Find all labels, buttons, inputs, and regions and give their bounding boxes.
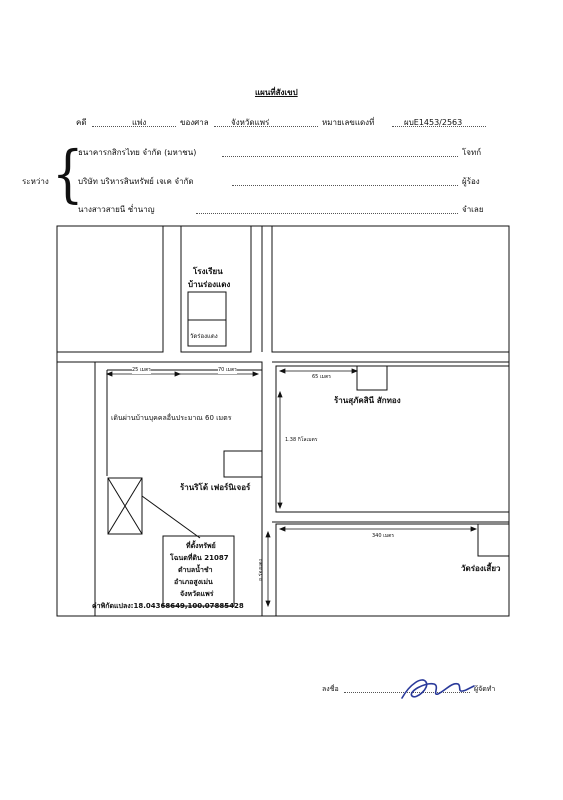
dist-340-label: 340 เมตร [372, 533, 395, 539]
pointer-line [142, 496, 200, 538]
plaintiff-name: ธนาคารกสิกรไทย จำกัด (มหาชน) [78, 148, 197, 157]
court-label: ของศาล [180, 118, 209, 127]
property-line-1: ที่ตั้งทรัพย์ [186, 542, 216, 550]
signer-role: ผู้จัดทำ [474, 685, 496, 693]
school-label-1: โรงเรียน [193, 267, 223, 276]
substitute-role: ผู้ร้อง [462, 177, 480, 186]
temple-bottom-label: วัดร่องเสี้ยว [461, 564, 501, 573]
temple-bottom-box [478, 524, 509, 556]
dist-65-label: 65 เมตร [312, 374, 331, 380]
brace-icon: { [52, 137, 84, 210]
handwritten-signature [396, 672, 476, 706]
coordinates-label: ค่าพิกัดแปลง:18.04368649,100.07885428 [92, 602, 244, 610]
sign-label: ลงชื่อ [322, 685, 339, 693]
road-label: ถ.ร่องแดง [257, 559, 264, 581]
property-line-4: อำเภอสูงเม่น [174, 578, 213, 586]
temple-top-label: วัดร่องแดง [190, 333, 218, 340]
between-label: ระหว่าง [22, 177, 49, 186]
block-top-left [57, 226, 163, 352]
plaintiff-role: โจทก์ [462, 148, 482, 157]
case-label: คดี [76, 118, 87, 127]
shop-center-label: ร้านริโด้ เฟอร์นิเจอร์ [180, 483, 251, 492]
property-line-3: ตำบลน้ำชำ [178, 566, 213, 574]
number-label: หมายเลขแดงที่ [322, 118, 375, 127]
block-top-right [272, 226, 509, 352]
walk-note: เดินผ่านบ้านบุคคลอื่นประมาณ 60 เมตร [111, 414, 232, 422]
school-box [188, 292, 226, 320]
case-type: แพ่ง [132, 118, 147, 127]
court-name: จังหวัดแพร่ [231, 118, 270, 127]
page-title: แผนที่สังเขป [255, 88, 298, 97]
school-label-2: บ้านร่องแดง [188, 280, 231, 289]
defendant-role: จำเลย [462, 205, 484, 214]
center-shop-box [224, 451, 262, 477]
shop-right-label: ร้านสุภัคสินี สักทอง [334, 396, 401, 405]
right-shop-box [357, 366, 387, 390]
dist-138-label: 1.38 กิโลเมตร [285, 437, 318, 443]
substitute-name: บริษัท บริหารสินทรัพย์ เจเค จำกัด [78, 177, 194, 186]
property-line-5: จังหวัดแพร่ [180, 590, 214, 598]
defendant-name: นางสาวสายนี ช่ำนาญ [78, 205, 155, 214]
dist-25-label: 25 เมตร [132, 367, 151, 373]
case-number: ผบE1453/2563 [404, 118, 463, 127]
property-line-2: โฉนดที่ดิน 21087 [170, 554, 229, 562]
dist-70-label: 70 เมตร [218, 367, 237, 373]
